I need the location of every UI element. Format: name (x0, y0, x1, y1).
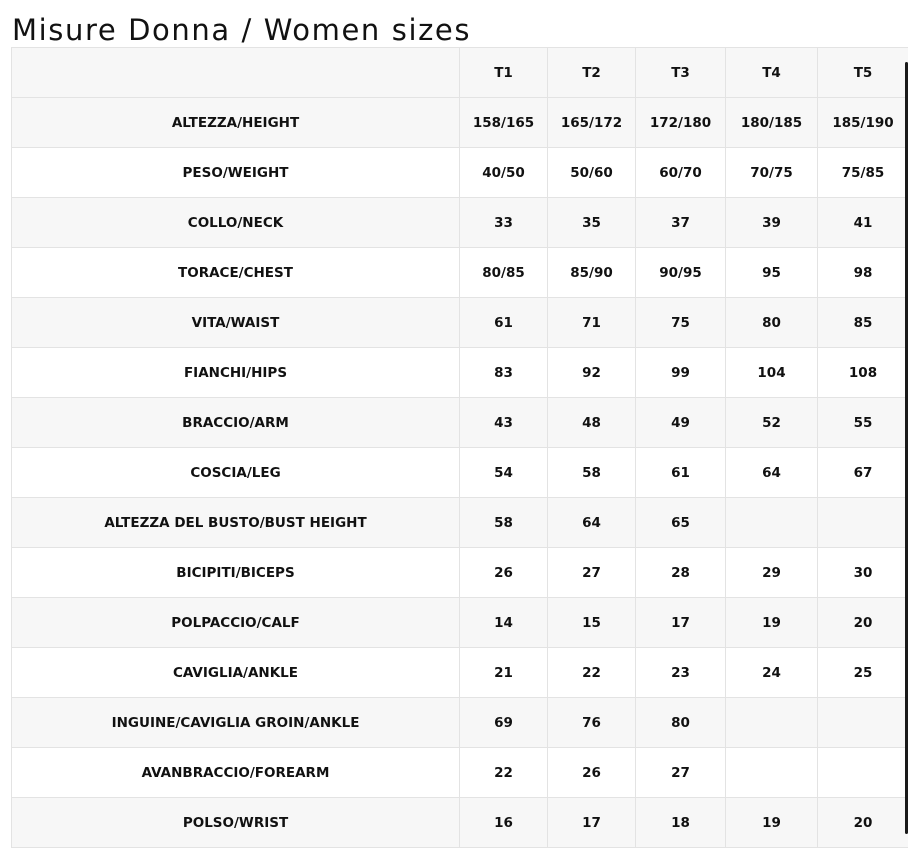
table-row (12, 598, 909, 648)
size-value-cell: 41 (818, 198, 909, 248)
size-value-cell: 76 (548, 698, 636, 748)
size-value-cell: 64 (726, 448, 818, 498)
size-value-cell: 25 (818, 648, 909, 698)
size-value-cell (818, 698, 909, 748)
size-value-cell: 20 (818, 798, 909, 848)
size-value-cell: 52 (726, 398, 818, 448)
size-value-cell: 55 (818, 398, 909, 448)
row-label: INGUINE/CAVIGLIA GROIN/ANKLE (12, 698, 460, 748)
row-label: COLLO/NECK (12, 198, 460, 248)
size-value-cell: 23 (636, 648, 726, 698)
row-label: CAVIGLIA/ANKLE (12, 648, 460, 698)
size-value-cell: 50/60 (548, 148, 636, 198)
size-value-cell: 30 (818, 548, 909, 598)
row-label: VITA/WAIST (12, 298, 460, 348)
size-value-cell: 69 (460, 698, 548, 748)
row-label: BRACCIO/ARM (12, 398, 460, 448)
size-value-cell: 64 (548, 498, 636, 548)
row-label: POLPACCIO/CALF (12, 598, 460, 648)
size-value-cell: 80 (726, 298, 818, 348)
size-value-cell: 33 (460, 198, 548, 248)
scrollbar[interactable] (905, 62, 908, 834)
size-table (11, 47, 908, 848)
table-row (12, 748, 909, 798)
size-value-cell: 71 (548, 298, 636, 348)
row-label: TORACE/CHEST (12, 248, 460, 298)
header-row (12, 48, 909, 98)
row-label: ALTEZZA DEL BUSTO/BUST HEIGHT (12, 498, 460, 548)
size-value-cell: 37 (636, 198, 726, 248)
size-value-cell: 16 (460, 798, 548, 848)
size-value-cell: 19 (726, 798, 818, 848)
table-row (12, 498, 909, 548)
table-row (12, 448, 909, 498)
size-value-cell: 172/180 (636, 98, 726, 148)
size-value-cell: 39 (726, 198, 818, 248)
size-value-cell: 48 (548, 398, 636, 448)
table-row (12, 698, 909, 748)
row-label: POLSO/WRIST (12, 798, 460, 848)
size-value-cell: 27 (548, 548, 636, 598)
table-body (12, 98, 909, 848)
size-value-cell: 98 (818, 248, 909, 298)
table-row (12, 248, 909, 298)
row-label: FIANCHI/HIPS (12, 348, 460, 398)
size-value-cell: 80 (636, 698, 726, 748)
row-label: BICIPITI/BICEPS (12, 548, 460, 598)
column-header: T5 (818, 48, 909, 98)
size-value-cell: 21 (460, 648, 548, 698)
size-value-cell: 40/50 (460, 148, 548, 198)
size-value-cell: 108 (818, 348, 909, 398)
size-value-cell: 26 (548, 748, 636, 798)
size-value-cell: 17 (548, 798, 636, 848)
size-value-cell: 67 (818, 448, 909, 498)
size-value-cell (818, 498, 909, 548)
size-value-cell: 49 (636, 398, 726, 448)
size-value-cell: 104 (726, 348, 818, 398)
size-value-cell: 29 (726, 548, 818, 598)
size-table-container (11, 47, 908, 852)
page-title: Misure Donna / Women sizes (12, 13, 472, 47)
size-value-cell: 99 (636, 348, 726, 398)
size-value-cell (726, 498, 818, 548)
size-value-cell: 17 (636, 598, 726, 648)
table-row (12, 98, 909, 148)
size-value-cell: 43 (460, 398, 548, 448)
table-row (12, 298, 909, 348)
table-row (12, 398, 909, 448)
size-value-cell: 158/165 (460, 98, 548, 148)
size-value-cell: 19 (726, 598, 818, 648)
size-value-cell: 60/70 (636, 148, 726, 198)
size-value-cell (726, 698, 818, 748)
column-header: T3 (636, 48, 726, 98)
size-value-cell: 35 (548, 198, 636, 248)
size-value-cell: 20 (818, 598, 909, 648)
size-value-cell: 26 (460, 548, 548, 598)
column-header: T2 (548, 48, 636, 98)
size-value-cell: 14 (460, 598, 548, 648)
size-value-cell: 85/90 (548, 248, 636, 298)
size-value-cell: 185/190 (818, 98, 909, 148)
size-value-cell: 70/75 (726, 148, 818, 198)
table-row (12, 648, 909, 698)
size-value-cell (726, 748, 818, 798)
table-row (12, 348, 909, 398)
row-label: AVANBRACCIO/FOREARM (12, 748, 460, 798)
column-header: T1 (460, 48, 548, 98)
row-label: PESO/WEIGHT (12, 148, 460, 198)
size-value-cell: 95 (726, 248, 818, 298)
size-value-cell (818, 748, 909, 798)
size-value-cell: 61 (636, 448, 726, 498)
size-value-cell: 61 (460, 298, 548, 348)
table-row (12, 548, 909, 598)
size-value-cell: 165/172 (548, 98, 636, 148)
table-row (12, 198, 909, 248)
size-value-cell: 58 (460, 498, 548, 548)
size-value-cell: 58 (548, 448, 636, 498)
size-value-cell: 22 (460, 748, 548, 798)
size-value-cell: 85 (818, 298, 909, 348)
size-value-cell: 28 (636, 548, 726, 598)
size-value-cell: 18 (636, 798, 726, 848)
size-value-cell: 65 (636, 498, 726, 548)
size-value-cell: 90/95 (636, 248, 726, 298)
size-value-cell: 80/85 (460, 248, 548, 298)
size-value-cell: 27 (636, 748, 726, 798)
size-value-cell: 92 (548, 348, 636, 398)
size-value-cell: 15 (548, 598, 636, 648)
table-row (12, 148, 909, 198)
size-value-cell: 24 (726, 648, 818, 698)
row-label: ALTEZZA/HEIGHT (12, 98, 460, 148)
header-corner-cell (12, 48, 460, 98)
column-header: T4 (726, 48, 818, 98)
size-value-cell: 83 (460, 348, 548, 398)
size-value-cell: 22 (548, 648, 636, 698)
size-value-cell: 54 (460, 448, 548, 498)
size-value-cell: 75 (636, 298, 726, 348)
row-label: COSCIA/LEG (12, 448, 460, 498)
table-row (12, 798, 909, 848)
size-value-cell: 180/185 (726, 98, 818, 148)
size-value-cell: 75/85 (818, 148, 909, 198)
